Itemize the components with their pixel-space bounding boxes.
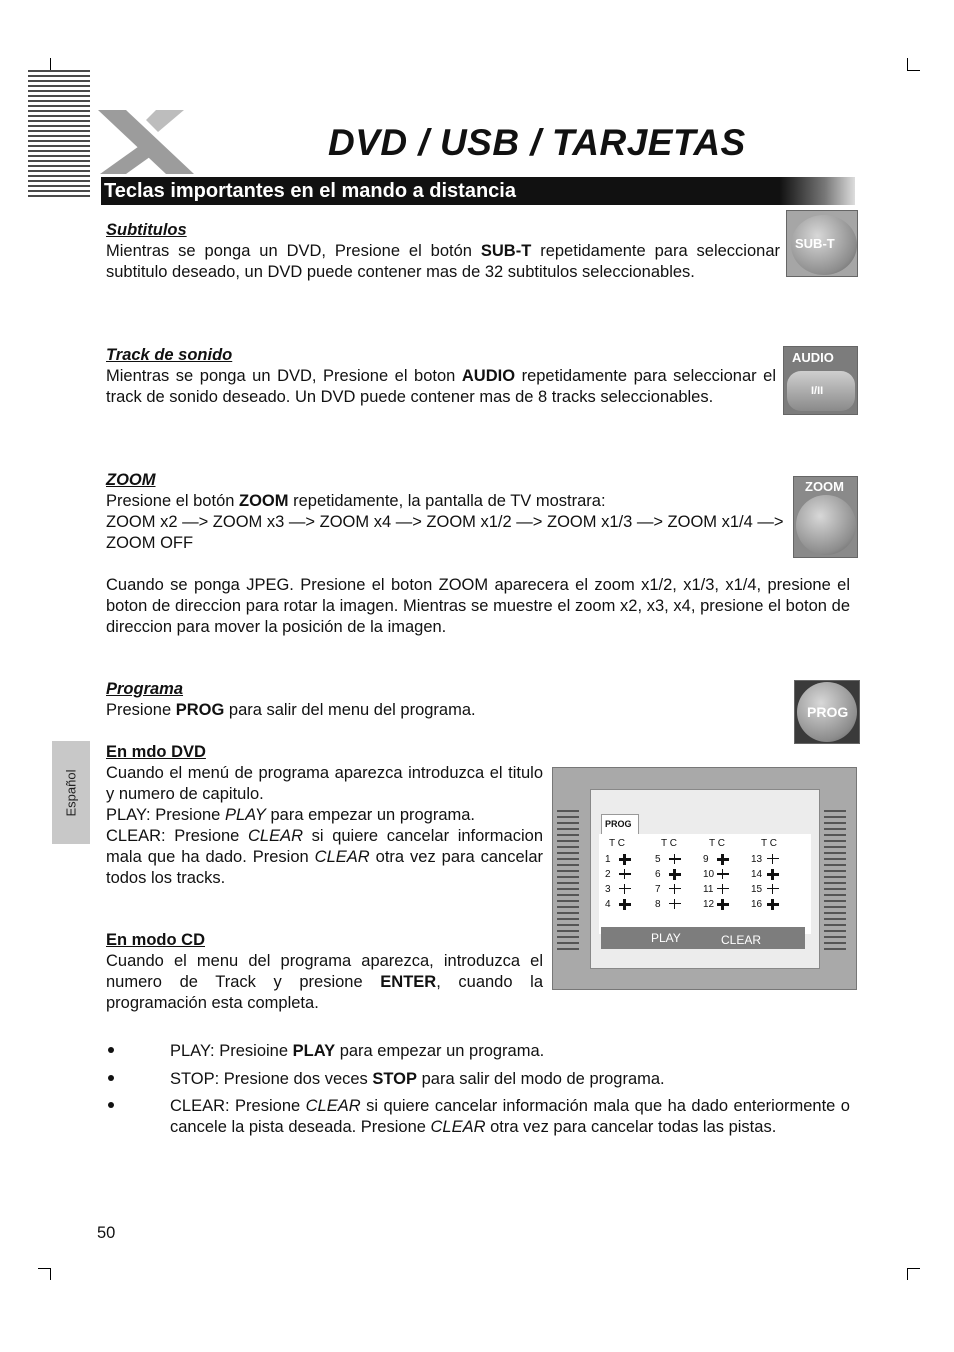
crop-mark-br [907, 1268, 920, 1269]
cd-mode-text [106, 951, 543, 1014]
col-header-4: T C [761, 838, 777, 849]
track-num: 15 [751, 884, 763, 895]
cd-mode-heading: En modo CD [106, 931, 205, 949]
bullet-clear-it2: CLEAR [430, 1118, 486, 1136]
col-header-3: T C [709, 838, 725, 849]
track-num: 16 [751, 899, 763, 910]
section-banner [101, 177, 855, 205]
dvd-mode-p1: Cuando el menú de programa aparezca introduzca el titulo y numero de capitulo. [106, 764, 543, 803]
subtitulos-heading: Subtitulos [106, 221, 187, 239]
programa-text-b: para salir del menu del programa. [224, 701, 476, 719]
sub-t-button-image [786, 210, 858, 277]
bullet-play-a: PLAY: Presioine [170, 1042, 293, 1060]
track-num: 5 [655, 854, 661, 865]
subtitulos-text-a: Mientras se ponga un DVD, Presione el botón [106, 242, 481, 260]
prog-clear-label: CLEAR [721, 933, 762, 947]
track-text-b: repetidamente para seleccionar el track de sonido deseado. Un DVD puede contener mas de 8 tracks seleccionables. [106, 367, 776, 406]
track-text [106, 366, 776, 408]
track-text-a: Mientras se ponga un DVD, Presione el boton [106, 367, 462, 385]
track-num: 9 [703, 854, 709, 865]
bullet-dot [108, 1102, 114, 1108]
zoom-jpeg-text: Cuando se ponga JPEG. Presione el boton ZOOM aparecera el zoom x1/2, x1/3, x1/4, presione el boton de direccion para rotar la imagen. Mientras se muestre el zoom x2, x3, x4, presione el boton de direccion para mover la posición de la imagen. [106, 576, 850, 636]
programa-heading: Programa [106, 680, 184, 698]
programa-bold: PROG [175, 701, 225, 719]
bullet-stop [170, 1069, 850, 1090]
bullet-clear-d: otra vez para cancelar todas las pistas. [485, 1118, 777, 1136]
crop-mark-tr-h [907, 70, 920, 71]
bullet-play [170, 1041, 850, 1062]
programa-text [106, 700, 766, 721]
zoom-line1-bold: ZOOM [239, 492, 289, 510]
subtitulos-text [106, 241, 780, 283]
cd-bold: ENTER [380, 973, 437, 991]
track-num: 8 [655, 899, 661, 910]
brand-x-logo [96, 108, 196, 176]
track-bold: AUDIO [461, 367, 516, 385]
bullet-play-c: para empezar un programa. [335, 1042, 545, 1060]
program-menu-panel [590, 789, 820, 969]
dvd-play-it: PLAY [224, 806, 266, 824]
zoom-line1 [106, 491, 786, 512]
col-header-2: T C [661, 838, 677, 849]
prog-tab-label: PROG [605, 819, 632, 829]
dvd-clear-a: CLEAR: Presione [106, 827, 248, 845]
bullet-stop-a: STOP: Presione dos veces [170, 1070, 373, 1088]
cd-text-b: , cuando la programación esta completa. [106, 973, 543, 1012]
zoom-line1-b: repetidamente, la pantalla de TV mostrara: [288, 492, 606, 510]
program-menu-screenshot [552, 767, 857, 990]
track-num: 6 [655, 869, 661, 880]
bullet-stop-c: para salir del modo de programa. [417, 1070, 665, 1088]
prog-label: PROG [807, 704, 849, 720]
dvd-clear-it: CLEAR [248, 827, 304, 845]
audio-label: AUDIO [792, 350, 834, 365]
dvd-clear-it2: CLEAR [314, 848, 370, 866]
track-num: 13 [751, 854, 763, 865]
audio-button-image [783, 346, 858, 415]
crop-mark-br-v [907, 1268, 908, 1280]
page-title: DVD / USB / TARJETAS [328, 122, 746, 163]
bullet-dot [108, 1047, 114, 1053]
dvd-mode-play [106, 805, 543, 826]
section-banner-text: Teclas importantes en el mando a distancia [104, 180, 516, 202]
bullet-dot [108, 1075, 114, 1081]
header-stripes [28, 70, 90, 200]
page-number: 50 [97, 1224, 116, 1242]
dvd-play-a: PLAY: Presione [106, 806, 225, 824]
prog-play-label: PLAY [651, 931, 681, 945]
track-heading: Track de sonido [106, 346, 233, 364]
track-num: 4 [605, 899, 611, 910]
right-speaker-grille [824, 810, 846, 950]
track-num: 7 [655, 884, 661, 895]
track-num: 14 [751, 869, 763, 880]
prog-action-bar [601, 927, 805, 949]
language-tab-label: Español [63, 769, 79, 816]
prog-grid [599, 834, 811, 934]
track-num: 3 [605, 884, 611, 895]
dvd-mode-clear [106, 826, 543, 889]
dvd-mode-heading: En mdo DVD [106, 743, 206, 761]
track-num: 11 [703, 884, 714, 895]
dvd-clear-b: si quiere cancelar informacion mala que ha dado. Presion [106, 827, 543, 866]
bullet-play-b: PLAY [292, 1042, 336, 1060]
audio-key-label: I/II [811, 385, 824, 397]
bullet-clear-a: CLEAR: Presione [170, 1097, 306, 1115]
crop-mark-tl [50, 58, 51, 70]
zoom-button-image [793, 476, 858, 558]
subtitulos-bold: SUB-T [480, 242, 532, 260]
track-num: 10 [703, 869, 715, 880]
bullet-clear-c: si quiere cancelar información mala que ha dado enteriormente o cancele la pista deseada. Presione [170, 1097, 850, 1136]
col-header-1: T C [609, 838, 625, 849]
zoom-heading: ZOOM [106, 471, 156, 489]
plus-markers-icon [599, 834, 811, 934]
subtitulos-text-b: repetidamente para seleccionar subtitulo deseado, un DVD puede contener mas de 32 subtitulos seleccionables. [106, 242, 780, 281]
zoom-sequence: ZOOM x2 —> ZOOM x3 —> ZOOM x4 —> ZOOM x1/2 —> ZOOM x1/3 —> ZOOM x1/4 —> ZOOM OFF [106, 513, 784, 552]
left-speaker-grille [557, 810, 579, 950]
track-num: 12 [703, 899, 715, 910]
crop-mark-tr [907, 58, 908, 70]
cd-text-a: Cuando el menu del programa aparezca, introduzca el numero de Track y presione [106, 952, 543, 991]
crop-mark-bl-v [50, 1268, 51, 1280]
prog-button-image [794, 680, 860, 744]
track-num: 2 [605, 869, 611, 880]
prog-tab [601, 814, 639, 836]
dvd-play-b: para empezar un programa. [265, 806, 476, 824]
programa-text-a: Presione [106, 701, 176, 719]
zoom-label: ZOOM [805, 479, 844, 494]
zoom-line1-a: Presione el botón [106, 492, 240, 510]
language-tab [52, 741, 90, 844]
sub-t-label: SUB-T [795, 236, 835, 251]
track-num: 1 [605, 854, 611, 865]
dvd-clear-c: otra vez para cancelar todos los tracks. [106, 848, 543, 887]
zoom-round-icon [796, 495, 856, 555]
bullet-clear-it: CLEAR [305, 1097, 361, 1115]
bullet-stop-b: STOP [372, 1070, 418, 1088]
bullet-clear [170, 1096, 850, 1138]
